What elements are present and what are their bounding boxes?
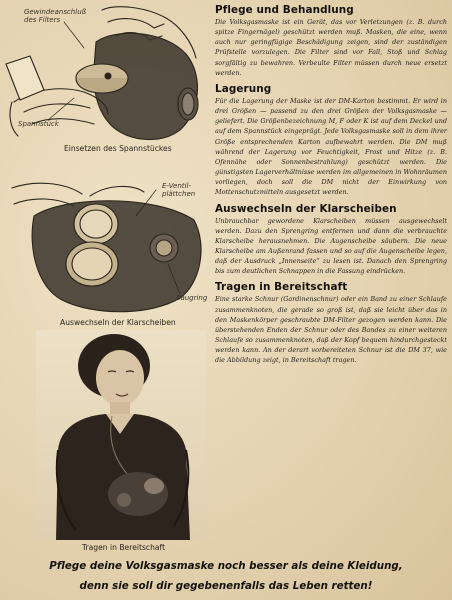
mask-hands-drawing — [4, 2, 212, 157]
section-heading: Tragen in Bereitschaft — [215, 281, 348, 294]
section-heading: Lagerung — [215, 82, 272, 95]
section-body: Eine starke Schnur (Gardinenschnur) oder ein Band zu einer Schlaufe zusammenknoten, die gerade so groß ist, daß sie leicht über das in den Maskenkörper geschraubte DM-Filter gezogen werden kann. Die überstehenden Enden der Schnur oder des Bandes zu einer weiteren Schlaufe so zusammenknoten, daß der Kopf bequem hindurchgesteckt werden kann. An der derart vorbereiteten Schnur ist die DM 37, wie die Abbildung zeigt, in Bereitschaft tragen. — [215, 295, 447, 365]
section-body: Für die Lagerung der Maske ist der DM-Karton bestimmt. Er wird in drei Größen — passend zu den drei Größen der Volksgasmaske — geliefert. Die Größenbezeichnung M, F oder K ist auf dem Deckel und auf dem Spannstück eingeprägt. Jede Volksgasmaske soll in dem ihrer Größe entsprechenden Karton aufbewahrt werden. Die DM muß während der Lagerung vor Feuchtigkeit, Frost und Hitze (z. B. Ofennähe oder Sonnenbestrahlung) geschützt werden. Die günstigsten Lagerverhältnisse werden im allgemeinen in Wohnräumen vorliegen, doch soll die DM nicht der Einwirkung von Mottenschutzmitteln ausgesetzt werden. — [215, 96, 447, 197]
section-lenses — [215, 203, 447, 277]
footer-line-2: denn sie soll dir gegebenenfalls das Leben retten! — [79, 580, 373, 592]
callout-suction-ring: Saugring — [176, 294, 208, 302]
caption-fig1: Einsetzen des Spannstückes — [64, 144, 172, 153]
callout-valve-disc: E-Ventil-plättchen — [162, 182, 196, 198]
instructions-column — [215, 4, 447, 371]
callout-filter-thread: Gewindeanschluß des Filters — [24, 8, 87, 24]
callout-clamp: Spannstück — [18, 120, 59, 128]
footer-line-1: Pflege deine Volksgasmaske noch besser als deine Kleidung, — [49, 560, 403, 572]
figure-carrying-ready — [36, 330, 206, 540]
woman-with-mask-photo — [36, 330, 206, 540]
footer-motto — [0, 556, 452, 596]
section-heading: Auswechseln der Klarscheiben — [215, 202, 397, 215]
section-body: Die Volksgasmaske ist ein Gerät, das vor Verletzungen (z. B. durch spitze Fingernägel) geschützt werden muß. Masken, die eine, wenn auch nur geringfügige Beschädigung zeigen, sind der zuständigen Prüfstelle vorzulegen. Die Filter sind vor Fall, Stoß und Schlag sorgfältig zu bewahren. Verbeulte Filter müssen durch neue ersetzt werden. — [215, 18, 447, 77]
caption-fig2: Auswechseln der Klarscheiben — [60, 318, 176, 327]
section-care — [215, 4, 447, 78]
illustration-column — [0, 0, 212, 555]
section-heading: Pflege und Behandlung — [215, 4, 354, 16]
section-carrying — [215, 281, 447, 365]
figure-inserting-clamp — [4, 2, 212, 157]
section-body: Unbrauchbar gewordene Klarscheiben müssen ausgewechselt werden. Dazu den Sprengring entfernen und dann die verbrauchte Klarscheibe herausnehmen. Die Augenscheibe säubern. Die neue Klarscheibe am Außenrand fassen und so auf die Augenscheibe legen, daß der Ausdruck „Innenseite“ zu lesen ist. Danach den Sprengring bis zum deutlichen Schnappen in die Fassung eindrücken. — [215, 216, 447, 276]
caption-fig3: Tragen in Bereitschaft — [82, 543, 166, 552]
figure-replacing-lenses — [4, 176, 212, 316]
section-storage — [215, 83, 447, 198]
